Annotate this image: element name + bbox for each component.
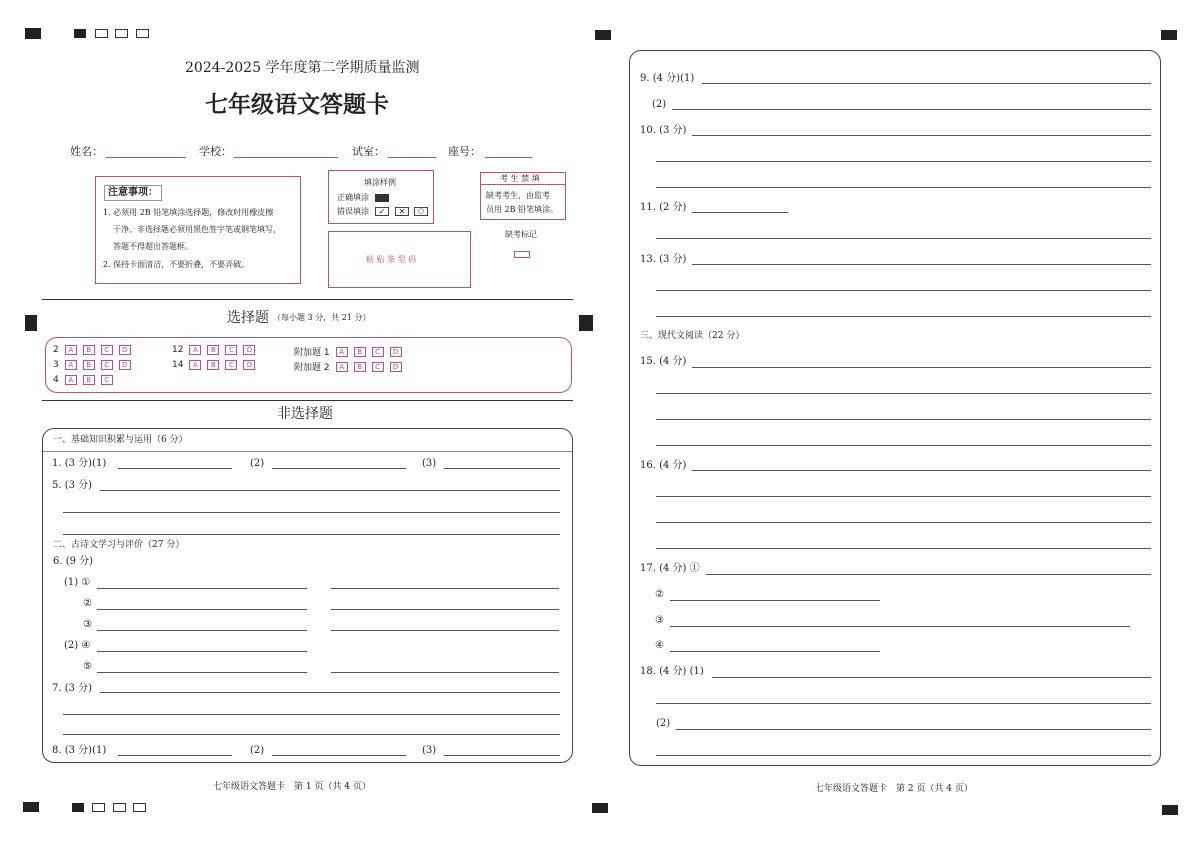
answer-box [42, 428, 573, 763]
registration-box [95, 29, 108, 38]
mc-row: 14 A B C D [172, 360, 261, 370]
answer-line[interactable] [63, 534, 560, 535]
option-c[interactable]: C [372, 347, 384, 357]
notice-line: 干净。非选择题必须用黑色签字笔或钢笔填写， [113, 225, 281, 234]
option-a[interactable]: A [336, 347, 348, 357]
mc-note: （每小题 3 分，共 21 分） [273, 313, 371, 322]
registration-mark [25, 28, 41, 39]
question-label: (2) [652, 99, 667, 110]
option-b[interactable]: B [354, 362, 366, 372]
answer-line[interactable] [97, 651, 307, 652]
answer-line[interactable] [670, 626, 1130, 627]
forbidden-title: 考 生 禁 填 [500, 174, 540, 183]
option-c[interactable]: C [101, 345, 113, 355]
answer-line[interactable] [692, 135, 1151, 136]
answer-line[interactable] [656, 238, 1151, 239]
question-label: 11. (2 分) [640, 202, 687, 213]
option-b[interactable]: B [83, 345, 95, 355]
forbidden-text: 缺考考生，由监考 [486, 191, 550, 200]
registration-mark [592, 803, 608, 813]
answer-line[interactable] [672, 109, 1151, 110]
divider [42, 299, 573, 300]
question-label: (2) ④ [64, 640, 91, 651]
barcode-label: 粘 贴 条 型 码 [366, 255, 417, 264]
registration-mark [25, 315, 37, 331]
mc-row: 附加题 1 A B C D [294, 345, 408, 358]
answer-line[interactable] [692, 367, 1151, 368]
fill-wrong-label: 错误填涂 [337, 207, 369, 216]
room-label: 试室： [352, 145, 385, 158]
question-label: 13. (3 分) [640, 254, 687, 265]
answer-line[interactable] [656, 187, 1151, 188]
answer-line[interactable] [97, 630, 307, 631]
question-label: 16. (4 分) [640, 460, 687, 471]
question-label: 5. (3 分) [52, 480, 93, 491]
question-label: (3) [422, 458, 437, 469]
registration-mark [72, 803, 84, 812]
fill-sample-title: 填涂样例 [364, 178, 396, 187]
question-label: (3) [422, 745, 437, 756]
question-label: 1. (3 分)(1) [52, 458, 107, 469]
question-label: ② [83, 598, 92, 609]
registration-mark [595, 30, 611, 40]
option-b[interactable]: B [207, 360, 219, 370]
option-c[interactable]: C [225, 360, 237, 370]
registration-mark [1161, 30, 1177, 40]
answer-line[interactable] [100, 490, 560, 491]
non-mc-title: 非选择题 [277, 406, 333, 422]
question-label: ② [655, 589, 664, 600]
question-label: (2) [250, 745, 265, 756]
question-label: 8. (3 分)(1) [52, 745, 107, 756]
option-c[interactable]: C [101, 375, 113, 385]
option-a[interactable]: A [65, 375, 77, 385]
answer-line[interactable] [100, 692, 560, 693]
answer-line[interactable] [692, 264, 1151, 265]
option-c[interactable]: C [101, 360, 113, 370]
answer-line[interactable] [656, 161, 1151, 162]
answer-line[interactable] [656, 290, 1151, 291]
answer-line[interactable] [63, 734, 560, 735]
question-label: 7. (3 分) [52, 683, 93, 694]
answer-line[interactable] [331, 588, 559, 589]
option-d[interactable]: D [390, 362, 402, 372]
question-label: 6. (9 分) [53, 556, 94, 567]
mc-row: 2 A B C D [53, 345, 137, 355]
option-a[interactable]: A [336, 362, 348, 372]
seat-label: 座号： [448, 145, 481, 158]
circle-mark-icon: ○ [414, 207, 428, 216]
registration-box [113, 803, 126, 812]
question-label: (2) [250, 458, 265, 469]
absent-mark-label: 缺考标记 [505, 230, 537, 239]
section-heading: 三、现代文阅读（22 分） [640, 331, 745, 341]
question-label: 15. (4 分) [640, 356, 687, 367]
divider [42, 400, 573, 401]
answer-line[interactable] [444, 468, 560, 469]
option-b[interactable]: B [83, 375, 95, 385]
notice-line: 答题不得超出答题框。 [113, 242, 193, 251]
answer-line[interactable] [444, 755, 560, 756]
mc-row: 附加题 2 A B C D [294, 360, 408, 373]
registration-mark [1162, 805, 1178, 815]
section-heading: 二、古诗文学习与评价（27 分） [53, 540, 185, 550]
name-field[interactable] [106, 157, 186, 158]
notice-line: 2. 保持卡面清洁，不要折叠，不要弄破。 [103, 260, 250, 269]
option-a[interactable]: A [65, 345, 77, 355]
answer-line[interactable] [331, 630, 559, 631]
seat-field[interactable] [485, 157, 532, 158]
answer-line[interactable] [712, 677, 1151, 678]
school-field[interactable] [234, 157, 338, 158]
school-label: 学校： [199, 145, 232, 158]
mc-row: 12 A B C D [172, 345, 261, 355]
question-label: 10. (3 分) [640, 125, 687, 136]
registration-box [133, 803, 146, 812]
question-label: 18. (4 分) (1) [640, 666, 704, 677]
answer-line[interactable] [656, 445, 1151, 446]
option-c[interactable]: C [225, 345, 237, 355]
answer-line[interactable] [331, 609, 559, 610]
cross-mark-icon: ✕ [395, 207, 409, 216]
name-label: 姓名： [70, 145, 103, 158]
answer-line[interactable] [63, 714, 560, 715]
option-d[interactable]: D [119, 345, 131, 355]
option-b[interactable]: B [207, 345, 219, 355]
answer-line[interactable] [656, 522, 1151, 523]
answer-line[interactable] [656, 419, 1151, 420]
answer-box [629, 50, 1161, 766]
answer-line[interactable] [676, 729, 1151, 730]
card-title: 七年级语文答题卡 [205, 91, 389, 118]
registration-mark [74, 29, 86, 38]
registration-mark [580, 315, 593, 331]
section-divider [43, 451, 572, 452]
option-d[interactable]: D [390, 347, 402, 357]
answer-line[interactable] [656, 755, 1151, 756]
answer-line[interactable] [118, 755, 232, 756]
fill-correct-label: 正确填涂 [337, 193, 369, 202]
notice-heading: 注意事项： [104, 185, 162, 201]
question-label: 9. (4 分)(1) [640, 73, 695, 84]
answer-line[interactable] [702, 83, 1151, 84]
question-label: 17. (4 分) ① [640, 563, 700, 574]
answer-line[interactable] [656, 393, 1151, 394]
registration-box [92, 803, 105, 812]
filled-sample-icon [375, 194, 389, 202]
answer-line[interactable] [97, 609, 307, 610]
answer-line[interactable] [692, 470, 1151, 471]
answer-line[interactable] [272, 755, 406, 756]
answer-line[interactable] [656, 316, 1151, 317]
answer-line[interactable] [118, 468, 232, 469]
question-label: (2) [656, 718, 671, 729]
question-label: (1) ① [64, 577, 91, 588]
registration-box [115, 29, 128, 38]
answer-line[interactable] [706, 574, 1151, 575]
section-heading: 一、基础知识积累与运用（6 分） [53, 435, 188, 445]
answer-line[interactable] [331, 672, 559, 673]
answer-line[interactable] [656, 703, 1151, 704]
registration-mark [23, 802, 39, 812]
forbidden-text: 员用 2B 铅笔填涂。 [486, 205, 559, 214]
mc-title: 选择题 [227, 310, 269, 326]
answer-line[interactable] [63, 512, 560, 513]
answer-line[interactable] [272, 468, 406, 469]
exam-title: 2024-2025 学年度第二学期质量监测 [185, 60, 420, 76]
answer-line[interactable] [656, 548, 1151, 549]
page-footer: 七年级语文答题卡 第 2 页（共 4 页） [815, 784, 973, 794]
option-b[interactable]: B [354, 347, 366, 357]
question-label: ④ [655, 640, 664, 651]
option-d[interactable]: D [243, 360, 255, 370]
answer-line[interactable] [670, 600, 880, 601]
answer-line[interactable] [97, 588, 307, 589]
mc-row: 4 A B C [53, 375, 119, 385]
mc-row: 3 A B C D [53, 360, 137, 370]
question-label: ③ [83, 619, 92, 630]
question-label: ⑤ [83, 661, 92, 672]
option-a[interactable]: A [189, 345, 201, 355]
check-mark-icon: ✓ [375, 207, 389, 216]
answer-line[interactable] [692, 212, 788, 213]
question-label: ③ [655, 615, 664, 626]
registration-box [136, 29, 149, 38]
option-d[interactable]: D [119, 360, 131, 370]
answer-line[interactable] [670, 651, 880, 652]
absent-mark-checkbox[interactable] [514, 251, 530, 258]
answer-line[interactable] [97, 672, 307, 673]
option-a[interactable]: A [189, 360, 201, 370]
page-footer: 七年级语文答题卡 第 1 页（共 4 页） [213, 782, 371, 792]
notice-line: 1. 必须用 2B 铅笔填涂选择题，修改时用橡皮擦 [103, 208, 274, 217]
option-c[interactable]: C [372, 362, 384, 372]
option-a[interactable]: A [65, 360, 77, 370]
option-b[interactable]: B [83, 360, 95, 370]
room-field[interactable] [388, 157, 436, 158]
answer-line[interactable] [656, 496, 1151, 497]
option-d[interactable]: D [243, 345, 255, 355]
